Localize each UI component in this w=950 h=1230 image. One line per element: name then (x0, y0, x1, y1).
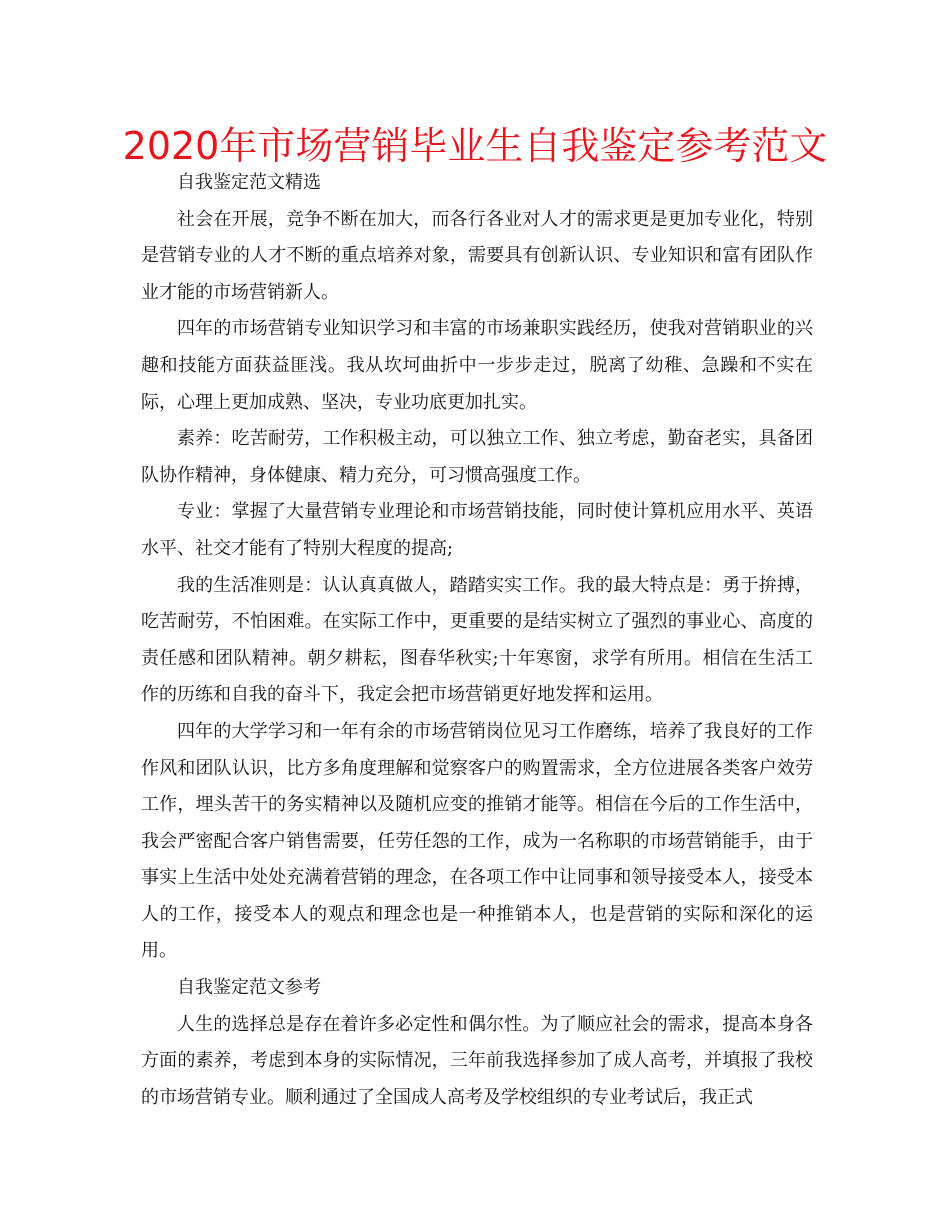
paragraph: 素养：吃苦耐劳，工作积极主动，可以独立工作、独立考虑，勤奋老实，具备团队协作精神，身体健康、精力充分，可习惯高强度工作。 (141, 428, 813, 486)
document-body (141, 165, 813, 1116)
paragraph: 专业：掌握了大量营销专业理论和市场营销技能，同时使计算机应用水平、英语水平、社交才能有了特别大程度的提高; (141, 501, 813, 559)
paragraph: 四年的大学学习和一年有余的市场营销岗位见习工作磨练，培养了我良好的工作作风和团队认识，比方多角度理解和觉察客户的购置需求，全方位进展各类客户效劳工作，埋头苦干的务实精神以及随机应变的推销才能等。相信在今后的工作生活中，我会严密配合客户销售需要，任劳任怨的工作，成为一名称职的市场营销能手，由于事实上生活中处处充满着营销的理念，在各项工作中让同事和领导接受本人，接受本人的工作，接受本人的观点和理念也是一种推销本人，也是营销的实际和深化的运用。 (141, 720, 813, 962)
paragraph: 四年的市场营销专业知识学习和丰富的市场兼职实践经历，使我对营销职业的兴趣和技能方面获益匪浅。我从坎坷曲折中一步步走过，脱离了幼稚、急躁和不实在际，心理上更加成熟、坚决，专业功底更加扎实。 (141, 318, 813, 413)
section-heading: 自我鉴定范文参考 (177, 977, 321, 999)
document-title: 2020年市场营销毕业生自我鉴定参考范文 (122, 124, 828, 168)
paragraph: 社会在开展，竞争不断在加大，而各行各业对人才的需求更是更加专业化，特别是营销专业的人才不断的重点培养对象，需要具有创新认识、专业知识和富有团队作业才能的市场营销新人。 (141, 208, 813, 303)
section-heading: 自我鉴定范文精选 (177, 172, 321, 193)
paragraph: 我的生活准则是：认认真真做人，踏踏实实工作。我的最大特点是：勇于拚搏，吃苦耐劳，不怕困难。在实际工作中，更重要的是结实树立了强烈的事业心、高度的责任感和团队精神。朝夕耕耘，图春华秋实;十年寒窗，求学有所用。相信在生活工作的历练和自我的奋斗下，我定会把市场营销更好地发挥和运用。 (141, 574, 813, 706)
paragraph: 人生的选择总是存在着许多必定性和偶尔性。为了顺应社会的需求，提高本身各方面的素养，考虑到本身的实际情况，三年前我选择参加了成人高考，并填报了我校的市场营销专业。顺利通过了全国成人高考及学校组织的专业考试后，我正式 (141, 1013, 813, 1108)
